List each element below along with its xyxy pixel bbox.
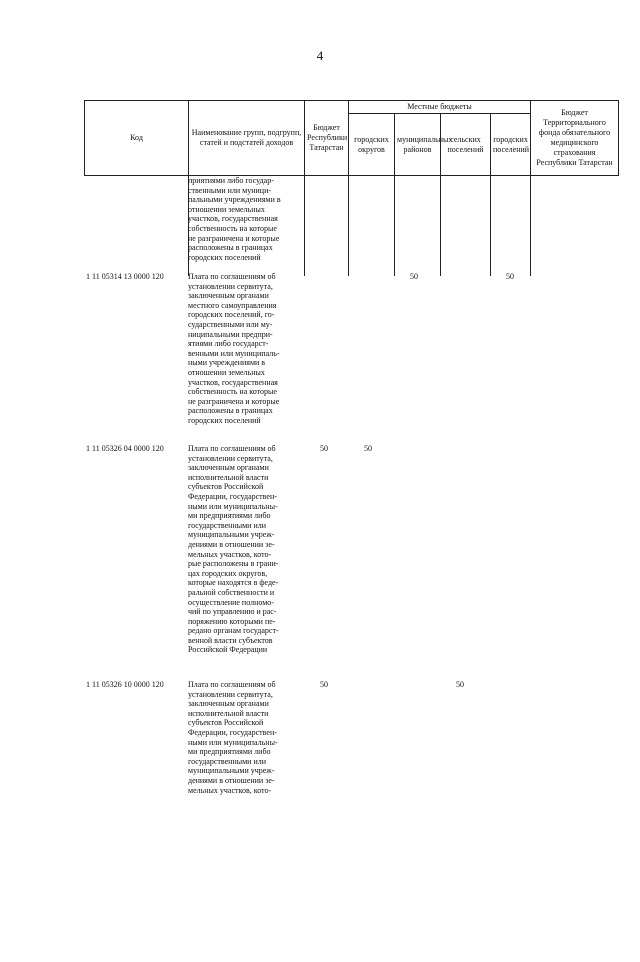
row-name [188, 444, 304, 655]
row-name-line: мельных участков, кото- [188, 785, 272, 795]
row-name-line: заключенным органами [188, 699, 269, 709]
row-name-line: расположены в границах [188, 406, 273, 416]
row-name-line: сударственными или му- [188, 319, 273, 329]
row-name-line: Российской Федерации [188, 645, 268, 655]
header-urban-settlements: городских поселений [491, 114, 531, 176]
header-budget-rt: Бюджет Республики Татарстан [305, 101, 349, 176]
row-name-line: государственными или [188, 520, 267, 530]
row-name-line: участков, государственная [188, 214, 278, 224]
row-name-line: городских поселений [188, 415, 261, 425]
table-header [84, 100, 619, 176]
row-name-line: венными или муниципаль- [188, 348, 280, 358]
column-divider [304, 176, 305, 276]
row-urban-settlements: 50 [506, 272, 514, 281]
row-name-line: цах городских округов, [188, 568, 268, 578]
page-number: 4 [316, 48, 324, 63]
row-name-line: субъектов Российской [188, 482, 264, 492]
row-name-line: Плата по соглашениям об [188, 272, 276, 281]
column-divider [348, 176, 349, 276]
column-divider [530, 176, 531, 276]
column-divider [394, 176, 395, 276]
header-tfoms: Бюджет Территориального фонда обязательного медицинского страхования Республики Татарстан [531, 101, 619, 176]
row-name-line: поряжению которыми пе- [188, 616, 276, 626]
row-rural-settlements: 50 [456, 680, 464, 689]
row-name [188, 680, 304, 795]
row-name-line: ми предприятиями либо [188, 747, 271, 757]
column-divider [490, 176, 491, 276]
row-name-line: осуществление полномо- [188, 597, 274, 607]
row-city-districts: 50 [364, 444, 372, 453]
row-name-line: которые находятся в феде- [188, 578, 279, 588]
row-name-line: ными или муниципальны- [188, 737, 278, 747]
row-name-line: дениями в отношении зе- [188, 539, 275, 549]
row-name-line: ниципальными предпри- [188, 329, 273, 339]
row-name-line: расположены в границах [188, 243, 273, 253]
row-name-line: заключенным органами [188, 463, 269, 473]
column-divider [440, 176, 441, 276]
row-name-line: участков, государственная [188, 377, 278, 387]
row-name-line: ными или муниципальны- [188, 501, 278, 511]
row-name-line: ственными или муници- [188, 185, 272, 195]
row-name-line: редано органам государст- [188, 626, 279, 636]
revenue-table [84, 100, 618, 962]
row-name-line: мельных участков, кото- [188, 549, 272, 559]
row-budget-rt: 50 [320, 444, 328, 453]
row-name-line: установлении сервитута, [188, 689, 273, 699]
row-name-line: заключенным органами [188, 291, 269, 301]
header-name: Наименование групп, подгрупп, статей и подстатей доходов [189, 101, 305, 176]
row-name-line: муниципальными учреж- [188, 766, 275, 776]
row-name-line: Плата по соглашениям об [188, 444, 276, 453]
row-name-line: государственными или [188, 756, 267, 766]
row-name-line: ятиями либо государст- [188, 339, 269, 349]
row-name-line: исполнительной власти [188, 708, 269, 718]
row-name-line: ральной собственности и [188, 587, 275, 597]
header-municipal-districts: муниципальных районов [395, 114, 441, 176]
row-name-line: Плата по соглашениям об [188, 680, 276, 689]
row-name-line: установлении сервитута, [188, 281, 273, 291]
row-name-line: отношении земельных [188, 204, 265, 214]
row-name-line: отношении земельных [188, 367, 265, 377]
row-code: 1 11 05326 04 0000 120 [86, 444, 164, 453]
row-name-line: пальными учреждениями в [188, 195, 281, 205]
header-city-districts: городских округов [349, 114, 395, 176]
row-name-line: приятиями либо государ- [188, 176, 274, 185]
row-name-line: собственность на которые [188, 387, 277, 397]
row-name-line: городских поселений [188, 252, 261, 262]
row-name-line: дениями в отношении зе- [188, 775, 275, 785]
row-name-line: не разграничена и которые [188, 233, 280, 243]
header-rural-settlements: сельских поселений [441, 114, 491, 176]
row-code: 1 11 05314 13 0000 120 [86, 272, 164, 281]
row-name-line: Федерации, государствен- [188, 727, 277, 737]
row-name-line: муниципальными учреж- [188, 530, 275, 540]
row-name-line: собственность на которые [188, 223, 277, 233]
row-name-line: не разграничена и которые [188, 396, 280, 406]
row-name-line: субъектов Российской [188, 718, 264, 728]
header-code: Код [85, 101, 189, 176]
table-body [84, 176, 618, 962]
row-name [188, 176, 304, 262]
header-local-budgets: Местные бюджеты [349, 101, 531, 114]
row-name-line: чий по управлению и рас- [188, 607, 277, 617]
row-budget-rt: 50 [320, 680, 328, 689]
row-name-line: установлении сервитута, [188, 453, 273, 463]
row-name-line: Федерации, государствен- [188, 491, 277, 501]
row-municipal-districts: 50 [410, 272, 418, 281]
row-name-line: городских поселений, го- [188, 310, 275, 320]
row-name-line: ми предприятиями либо [188, 511, 271, 521]
row-name-line: исполнительной власти [188, 472, 269, 482]
row-name [188, 272, 304, 426]
row-code: 1 11 05326 10 0000 120 [86, 680, 164, 689]
row-name-line: венной власти субъектов [188, 635, 273, 645]
row-name-line: рые расположены в грани- [188, 559, 279, 569]
row-name-line: ными учреждениями в [188, 358, 266, 368]
row-name-line: местного самоуправления [188, 300, 277, 310]
